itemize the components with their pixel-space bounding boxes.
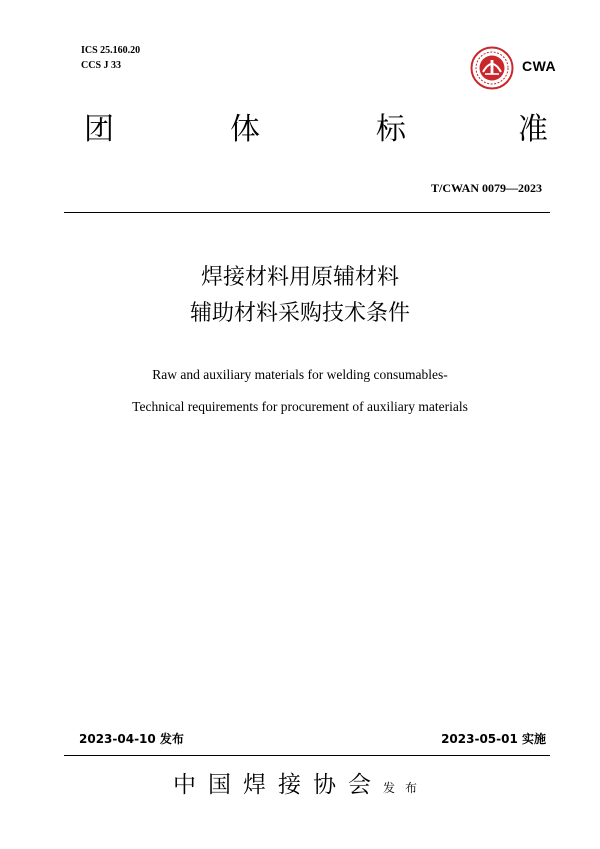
ics-code: ICS 25.160.20	[81, 45, 141, 56]
publish-date: 2023-04-10 发布	[79, 732, 184, 746]
publisher	[0, 766, 600, 799]
top-divider	[64, 212, 550, 213]
cwa-logo-icon	[470, 46, 514, 90]
doc-type-char-3: 标	[376, 112, 406, 147]
doc-type-char-2: 体	[230, 112, 260, 147]
ccs-code: CCS J 33	[81, 60, 122, 71]
doc-type-char-4: 准	[518, 112, 548, 147]
title-zh-line2: 辅助材料采购技术条件	[189, 301, 410, 326]
title-zh-line1: 焊接材料用原辅材料	[200, 265, 399, 290]
doc-type-char-1: 团	[84, 112, 114, 147]
standard-number: T/CWAN 0079—2023	[430, 181, 542, 195]
publisher-org: 中国焊接协会	[172, 772, 383, 798]
publisher-action: 发布	[382, 781, 427, 795]
logo-text: CWA	[522, 58, 557, 74]
bottom-divider	[64, 755, 550, 756]
title-en-line2: Technical requirements for procurement of auxiliary materials	[132, 399, 468, 414]
title-en-line1: Raw and auxiliary materials for welding consumables-	[152, 367, 448, 382]
implement-date: 2023-05-01 实施	[441, 732, 546, 746]
